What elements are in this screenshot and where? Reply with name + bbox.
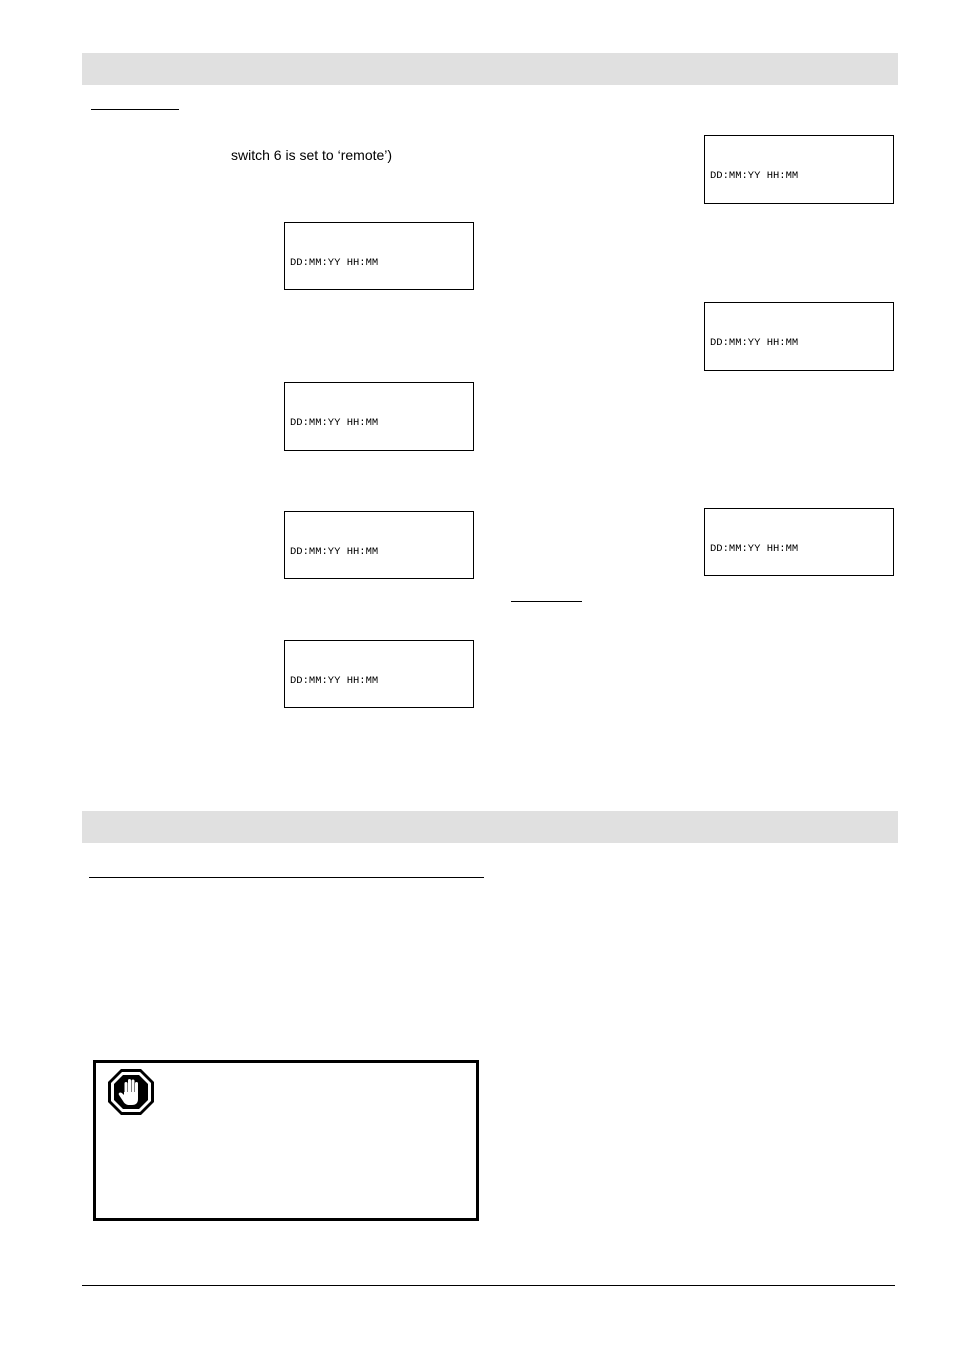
lcd-line: DD:MM:YY HH:MM: [710, 337, 799, 350]
heading-underline-right: [511, 601, 582, 602]
intro-text: switch 6 is set to ‘remote’): [231, 147, 393, 163]
heading-underline-top: [91, 109, 179, 110]
lcd-screen-enter-passkey: [284, 222, 474, 290]
lcd-line: DD:MM:YY HH:MM: [710, 170, 799, 183]
lcd-line: DD:MM:YY HH:MM: [710, 543, 799, 556]
lcd-line: DD:MM:YY HH:MM: [290, 546, 379, 559]
lcd-line: DD:MM:YY HH:MM: [290, 675, 379, 688]
stop-hand-icon: [107, 1068, 155, 1116]
lcd-screen-change-passkey: [704, 135, 894, 204]
footer-rule: [82, 1285, 895, 1286]
lcd-line: DD:MM:YY HH:MM: [290, 417, 379, 430]
lcd-screen-reset-ac-on-hours: [284, 511, 474, 579]
section-header-bar-top: [82, 53, 898, 85]
lcd-screen-confirm-changes: [704, 508, 894, 576]
heading-underline-bottom: [89, 877, 484, 878]
warning-box: [93, 1060, 479, 1221]
lcd-screen-select-charge-profile: [704, 302, 894, 371]
lcd-line: DD:MM:YY HH:MM: [290, 257, 379, 270]
lcd-screen-edit-date-time: [284, 382, 474, 451]
section-header-bar-bottom: [82, 811, 898, 843]
lcd-screen-reset-charging-hours: [284, 640, 474, 708]
